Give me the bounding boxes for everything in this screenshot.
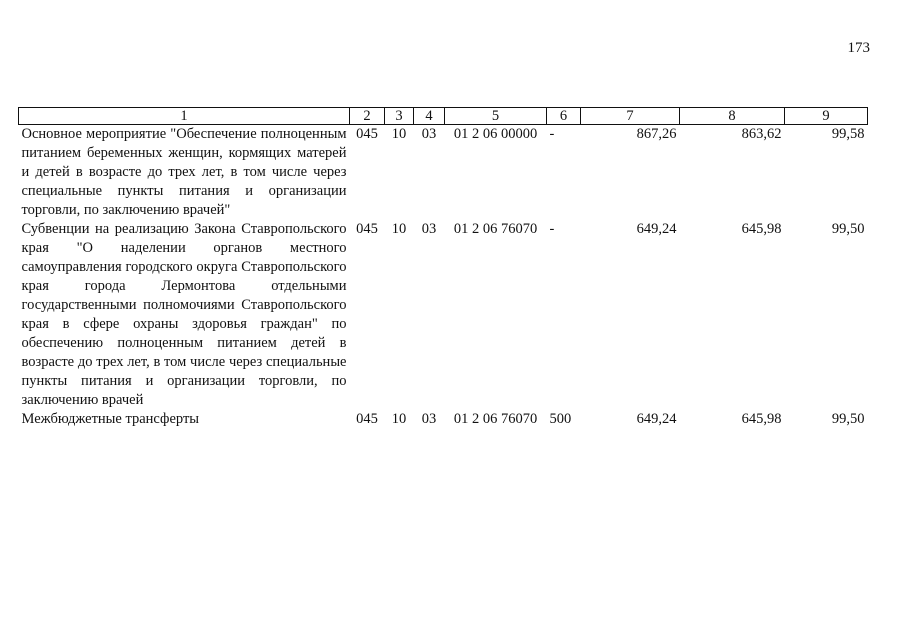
cell-plan: 649,24 [636,221,677,237]
cell-fact: 645,98 [741,411,782,427]
header-col-7: 7 [581,108,680,125]
table-row [19,410,868,429]
table-header-row [19,108,868,125]
cell-csr: 01 2 06 00000 [453,126,538,142]
cell-fact: 863,62 [741,126,782,142]
cell-percent: 99,58 [831,126,865,142]
cell-percent: 99,50 [831,411,865,427]
budget-table [18,107,868,429]
table-row [19,125,868,221]
page-number: 173 [847,40,870,56]
cell-pr: 03 [421,221,437,237]
cell-vr: - [549,126,555,142]
cell-pr: 03 [421,411,437,427]
cell-pr: 03 [421,126,437,142]
cell-percent: 99,50 [831,221,865,237]
header-col-1: 1 [19,108,350,125]
header-col-9: 9 [785,108,868,125]
cell-plan: 649,24 [636,411,677,427]
header-col-6: 6 [547,108,581,125]
cell-rz: 10 [391,411,407,427]
cell-ved: 045 [356,221,378,237]
cell-rz: 10 [391,126,407,142]
row-description: Основное мероприятие "Обеспечение полноценным питанием беременных женщин, кормящих матерей и детей в возрасте до трех лет, в том числе через специальные пункты питания и организации торговли, по заключению врачей" [21,126,347,218]
header-col-2: 2 [350,108,385,125]
cell-csr: 01 2 06 76070 [453,411,538,427]
cell-ved: 045 [356,411,378,427]
table-row [19,220,868,410]
header-col-5: 5 [445,108,547,125]
row-description: Межбюджетные трансферты [21,411,200,427]
cell-plan: 867,26 [636,126,677,142]
header-col-8: 8 [680,108,785,125]
cell-fact: 645,98 [741,221,782,237]
cell-rz: 10 [391,221,407,237]
cell-csr: 01 2 06 76070 [453,221,538,237]
header-col-3: 3 [385,108,414,125]
cell-ved: 045 [356,126,378,142]
cell-vr: - [549,221,555,237]
header-col-4: 4 [414,108,445,125]
cell-vr: 500 [549,411,572,427]
row-description: Субвенции на реализацию Закона Ставропольского края "О наделении органов местного самоуправления городского округа Ставропольского края города Лермонтова отдельными государственными полномочиями Ставропольского края в сфере охраны здоровья граждан" по обеспечению полноценным питанием детей в возрасте до трех лет, в том числе через специальные пункты питания и организации торговли, по заключению врачей [21,221,347,408]
